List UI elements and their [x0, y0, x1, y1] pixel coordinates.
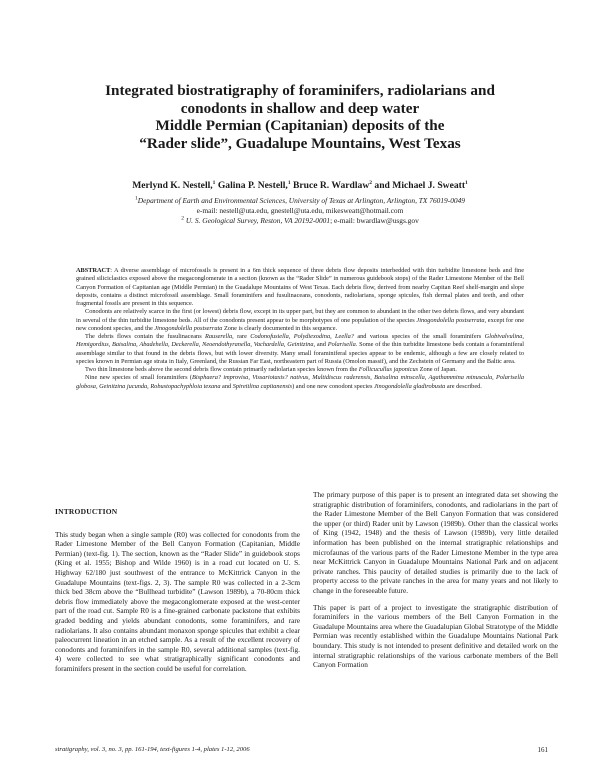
taxon-name: Polarisella	[327, 341, 356, 349]
taxon-name: Jinogondolella postserrata	[154, 324, 223, 332]
taxon-name: Jinogondolella postserrata	[416, 316, 485, 324]
taxon-name: Globivalvulina, Hemigordius, Baisalina, Abadehella, Deckerella, Neoendothyranella, Vachardella, Geinitzina	[76, 333, 524, 349]
abstract-text-3a: The debris flows contain the fusulinaceans	[85, 333, 206, 340]
abstract-text-3c: and various species of the small foraminifers	[353, 333, 485, 340]
abstract-paragraph-2	[76, 308, 524, 333]
author-4-sup: 1	[465, 179, 468, 186]
author-list	[40, 180, 560, 192]
title-line-4: “Rader slide”, Guadalupe Mountains, West Texas	[139, 134, 461, 152]
title-line-3: Middle Permian (Capitanian) deposits of the	[155, 117, 445, 134]
affiliation-1	[60, 196, 540, 206]
author-3: Bruce R. Wardlaw	[290, 180, 370, 191]
affiliation-2-institution: U. S. Geological Survey, Reston, VA 20192-0001	[183, 216, 331, 225]
affiliation-2	[60, 216, 540, 226]
affiliations	[60, 196, 540, 226]
right-paragraph-2: This paper is part of a project to investigate the stratigraphic distribution of foraminifers in the various members of the Bell Canyon Formation in the Guadalupe Mountains area where the Guadalupian Global Stratotype of the Middle Permian was recently established within the Guadalupe Mountains National Park boundary. This study is not intended to present definitive and detailed work on the internal stratigraphic relationships of the various carbonate members of the Bell Canyon Formation	[313, 602, 558, 670]
paper-title	[60, 82, 540, 152]
left-column	[55, 507, 300, 674]
journal-citation: stratigraphy, vol. 3, no. 3, pp. 161-194, text-figures 1-4, plates 1-12, 2006	[55, 746, 250, 753]
right-paragraph-1: The primary purpose of this paper is to present an integrated data set showing the stratigraphic distribution of foraminifers, conodonts, and radiolarians in the part of the Rader Limestone Member of the Bell Canyon Formation that was considered the upper (or third) Rader unit by Lawson (1989b). Other than the classical works of King (1942, 1948) and the thesis of Lawson (1989b), very little detailed information has been published on the internal stratigraphic relationships and microfaunas of the various parts of the Rader Limestone Member in the type area near McKittrick Canyon in Guadalupe Mountains National Park and on adjacent private ranches. This paucity of detailed studies is primarily due to the lack of property access to the private ranches in the area for many years and not likely to change in the foreseeable future.	[313, 490, 558, 595]
abstract-paragraph-5	[76, 374, 524, 391]
taxon-name: Jinogondolella gladirobusta	[373, 382, 446, 390]
abstract-label: ABSTRACT	[76, 267, 111, 274]
author-1: Merlynd K. Nestell,	[132, 180, 213, 191]
abstract-text-5c: ) and one new conodont species	[292, 382, 374, 390]
author-4: and Michael J. Sweatt	[372, 180, 466, 191]
abstract	[76, 267, 524, 391]
title-line-1: Integrated biostratigraphy of foraminifers, radiolarians and	[105, 82, 495, 99]
abstract-text-1: : A diverse assemblage of microfossils is present in a 6m thick sequence of three debris flow deposits interbedded with thin turbidite limestone beds and fine grained siliciclastics exposed above the megaconglomerate in a section (known as the “Rader Slide” in numerous guidebook stops) of the Rader Limestone Member of the Bell Canyon Formation of Capitanian age (Middle Permian) in the Guadalupe Mountains of West Texas. Each debris flow, derived from nearby Capitan Reef shelf-margin and slope deposits, contains a distinct microfossil assemblage. Small foraminifers and fusulinaceans, conodonts, radiolarians, sponge spicules, fish dermal plates and teeth, and other fragmental fossils are present in this sequence.	[76, 267, 524, 307]
author-2: Galina P. Nestell,	[215, 180, 288, 191]
abstract-text-3b: , rare	[232, 333, 251, 340]
author-2-sup: 1	[287, 179, 291, 186]
affiliation-1-email: e-mail: nestell@uta.edu, gnestell@uta.edu, mikesweatt@hotmail.com	[196, 206, 404, 215]
abstract-text-2b: , except for one new conodont species, and the	[76, 316, 524, 332]
affiliation-1-sup: 1	[135, 195, 138, 202]
affiliation-2-sup: 2	[181, 215, 184, 222]
abstract-text-2c: Zone is clearly documented in this sequence.	[222, 324, 338, 332]
abstract-text-2a: Conodonts are relatively scarce in the first (or lowest) debris flow, except in its upper part, but they are common to abundant in the other two debris flows, and very abundant in several of the thin turbidite limestone beds. All of the conodonts present appear to be morphotypes of one population of the species	[76, 308, 524, 324]
abstract-text-3e: . Some of the thin turbidite limestone beds contain a foraminiferal assemblage similar to that found in the debris flows, but with lower diversity. Many small foraminiferal species appear to be endemic, although a few are closely related to species known in Permian age strata in Italy, Greenland, the Russian Far East, northeastern part of Russia (Omolon massif), and the Zechstein of Germany and the Baltic area.	[76, 341, 524, 365]
taxon-name: Codonofusiella, Polydiexodina, Leella?	[250, 333, 354, 340]
abstract-text-3d: , and	[313, 341, 328, 349]
right-column	[313, 490, 558, 670]
abstract-text-4a: Two thin limestone beds above the second debris flow contain primarily radiolarian species known from the	[85, 366, 359, 373]
taxon-name: Spireitlina capitanensis	[232, 382, 293, 390]
taxon-name: Rauserella	[205, 333, 233, 340]
abstract-paragraph-3	[76, 333, 524, 366]
affiliation-2-email: ; e-mail: bwardlaw@usgs.gov	[330, 216, 419, 225]
abstract-paragraph-1	[76, 267, 524, 308]
abstract-text-5b: and	[220, 382, 233, 390]
abstract-text-5d: are described.	[445, 382, 482, 390]
taxon-name: Follicucullus japonicus	[358, 366, 419, 373]
title-line-2: conodonts in shallow and deep water	[180, 99, 420, 117]
abstract-paragraph-4	[76, 366, 524, 374]
author-1-sup: 1	[212, 179, 216, 186]
introduction-heading: INTRODUCTION	[55, 507, 118, 516]
taxon-name: Bisphaera? improvisa, Vissariotaxis? nativus, Multidiscus raderensis, Baisalina minscella, Agathammina minuscula, Polarisella globosa, Geinitzina jucunda, Robustopachyphloia texana	[76, 374, 524, 390]
author-3-sup: 2	[369, 179, 373, 186]
page-number: 161	[537, 746, 548, 754]
abstract-text-4b: Zone of Japan.	[418, 366, 457, 373]
affiliation-1-institution: Department of Earth and Environmental Sciences, University of Texas at Arlington, Arlington, TX 76019-0049	[137, 196, 465, 205]
introduction-paragraph: This study began when a single sample (R0) was collected for conodonts from the Rader Limestone Member of the Bell Canyon Formation (Capitanian, Middle Permian) (text-fig. 1). The section, known as the “Rader Slide” in guidebook stops (King et al. 1955; Bishop and Wilde 1960) is in a road cut located on U. S. Highway 62/180 just southwest of the entrance to McKittrick Canyon in the Guadalupe Mountains (text-figs. 2, 3). The sample R0 was collected in a 2-3cm thick bed 38cm above the “Bullhead turbidite” (Lawson 1989b), a 70-80cm thick debris flow immediately above the megaconglomerate exposed at the west-center part of the road cut. Sample R0 is a fine-grained carbonate packstone that exhibits graded bedding and yields abundant conodonts, some foraminifers, and rare radiolarians. It also contains abundant monaxon sponge spicules that exhibit a clear paleocurrent lineation in an etched sample. As a result of the excellent recovery of conodonts and foraminifers in the sample R0, several additional samples (text-fig. 4) were collected to see what stratigraphically significant conodonts and foraminifers present in the section could be useful for correlation.	[55, 529, 300, 673]
abstract-text-5a: Nine new species of small foraminifers (	[85, 374, 192, 382]
